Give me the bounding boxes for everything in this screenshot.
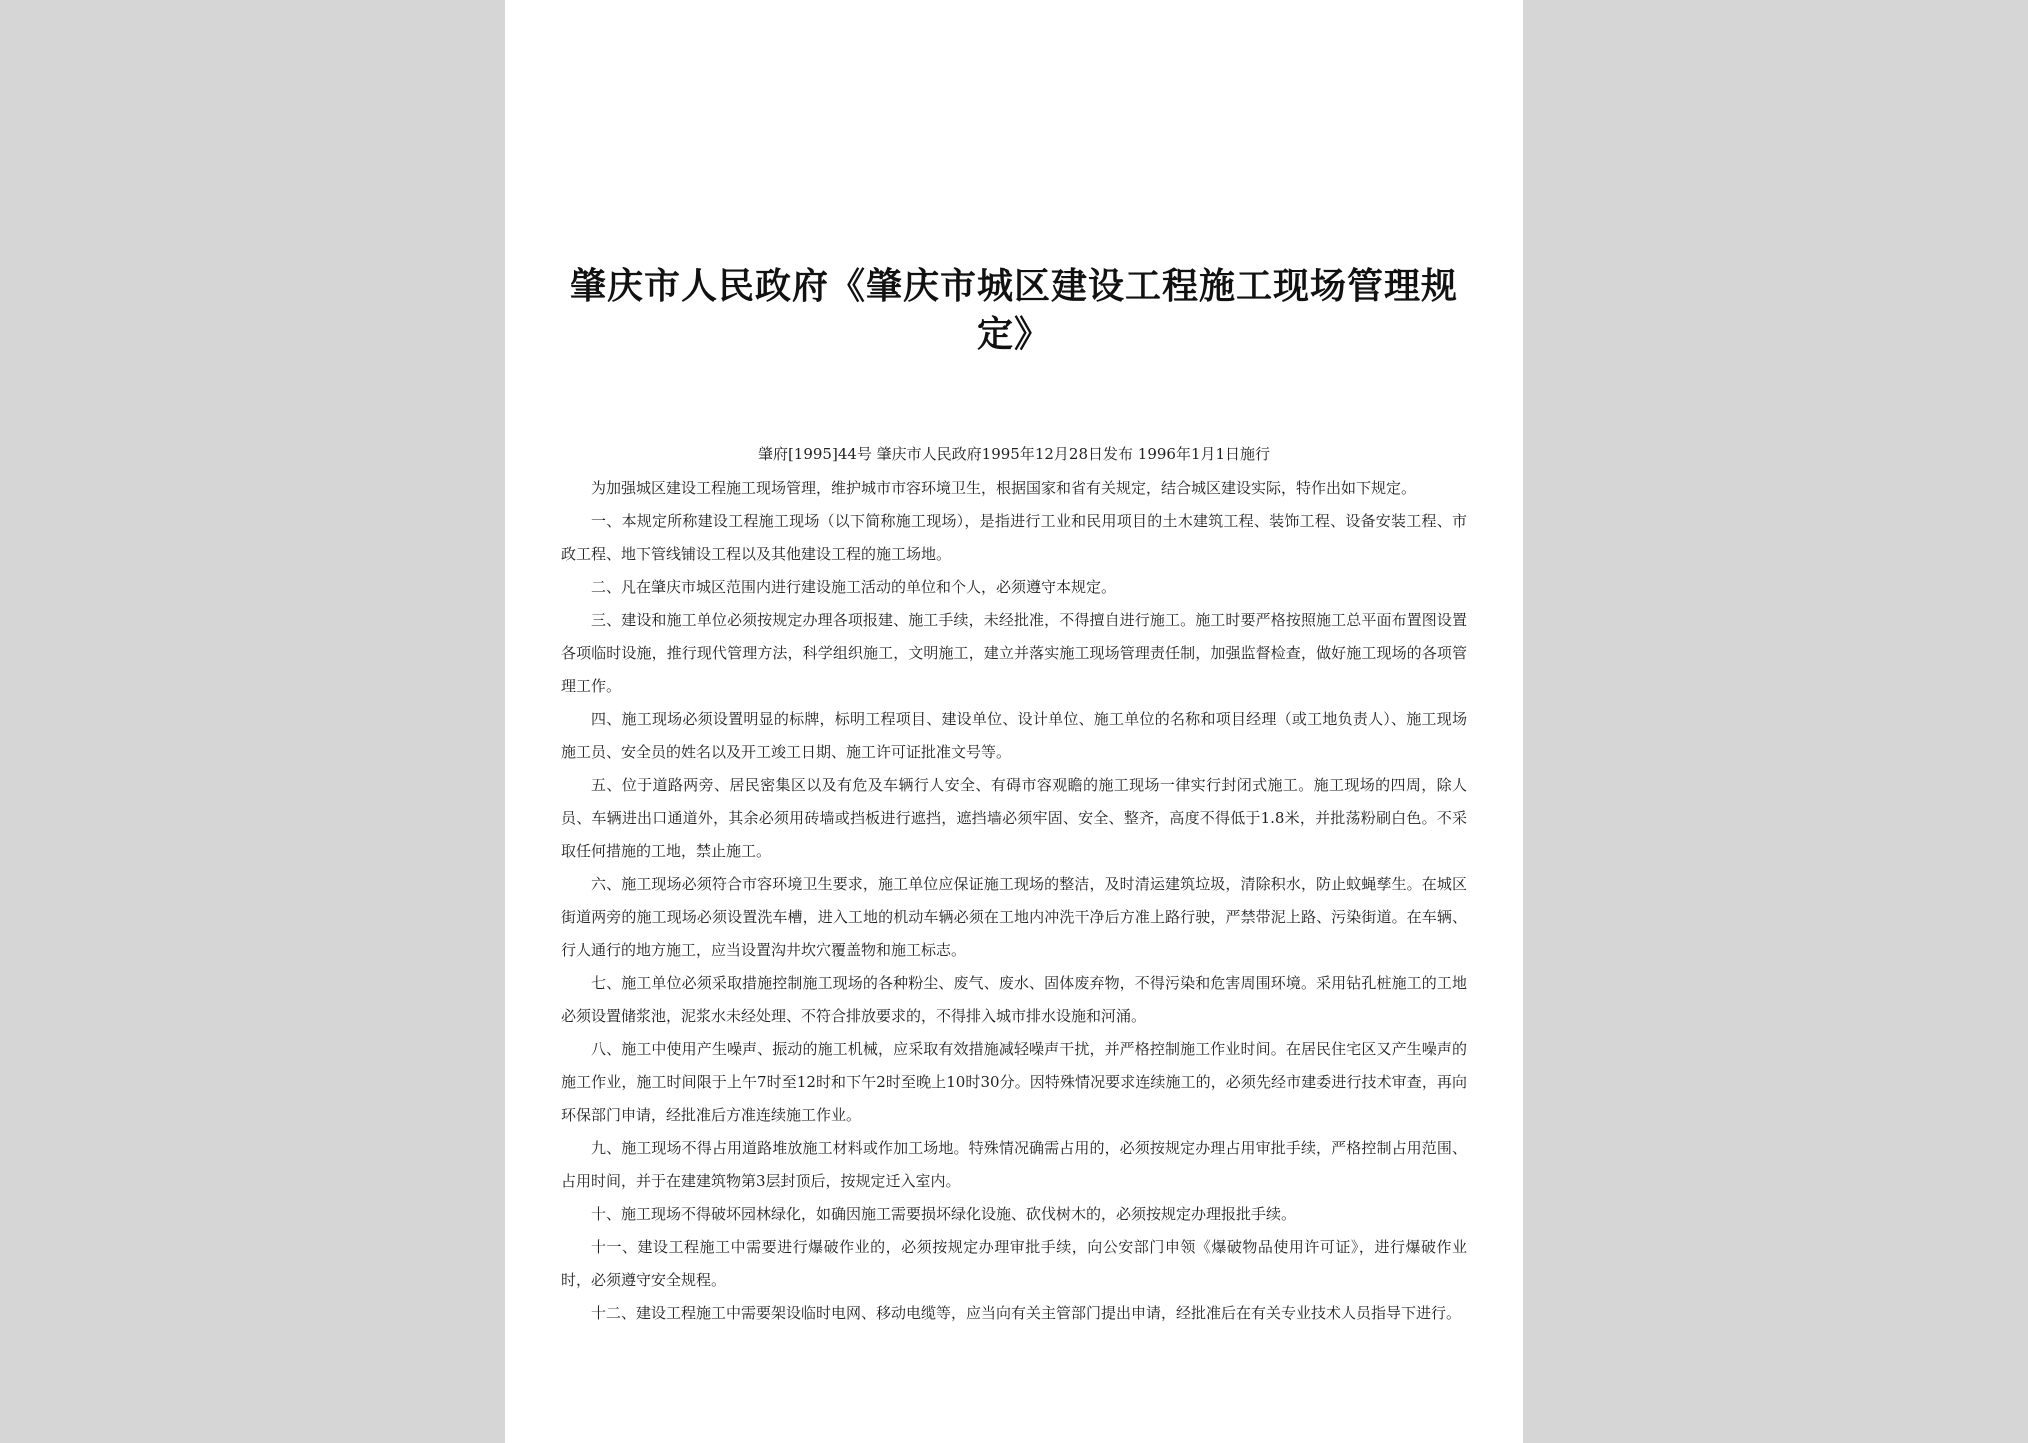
paragraph-article-4: 四、施工现场必须设置明显的标牌，标明工程项目、建设单位、设计单位、施工单位的名称和项目经理（或工地负责人）、施工现场施工员、安全员的姓名以及开工竣工日期、施工许可证批准文号等。 [561,710,1467,761]
paragraph-article-1: 一、本规定所称建设工程施工现场（以下简称施工现场），是指进行工业和民用项目的土木建筑工程、装饰工程、设备安装工程、市政工程、地下管线铺设工程以及其他建设工程的施工场地。 [561,512,1467,563]
paragraph-article-2: 二、凡在肇庆市城区范围内进行建设施工活动的单位和个人，必须遵守本规定。 [591,578,1117,596]
paragraph-article-12: 十二、建设工程施工中需要架设临时电网、移动电缆等，应当向有关主管部门提出申请，经批准后在有关专业技术人员指导下进行。 [591,1304,1462,1322]
paragraph-article-6: 六、施工现场必须符合市容环境卫生要求，施工单位应保证施工现场的整洁，及时清运建筑垃圾，清除积水，防止蚊蝇孳生。在城区街道两旁的施工现场必须设置洗车槽，进入工地的机动车辆必须在工地内冲洗干净后方准上路行驶，严禁带泥上路、污染街道。在车辆、行人通行的地方施工，应当设置沟井坎穴覆盖物和施工标志。 [561,875,1467,959]
paragraph-preamble: 为加强城区建设工程施工现场管理，维护城市市容环境卫生，根据国家和省有关规定，结合城区建设实际，特作出如下规定。 [591,479,1417,497]
paragraph-article-7: 七、施工单位必须采取措施控制施工现场的各种粉尘、废气、废水、固体废弃物，不得污染和危害周围环境。采用钻孔桩施工的工地必须设置储浆池，泥浆水未经处理、不符合排放要求的，不得排入城市排水设施和河涌。 [561,974,1467,1025]
issuance-line: 肇府[1995]44号 肇庆市人民政府1995年12月28日发布 1996年1月1日施行 [757,445,1271,463]
paragraph-article-11: 十一、建设工程施工中需要进行爆破作业的，必须按规定办理审批手续，向公安部门申领《爆破物品使用许可证》，进行爆破作业时，必须遵守安全规程。 [561,1238,1467,1289]
paragraph-article-3: 三、建设和施工单位必须按规定办理各项报建、施工手续，未经批准，不得擅自进行施工。施工时要严格按照施工总平面布置图设置各项临时设施，推行现代管理方法，科学组织施工，文明施工，建立并落实施工现场管理责任制，加强监督检查，做好施工现场的各项管理工作。 [561,611,1467,695]
paragraph-article-10: 十、施工现场不得破坏园林绿化，如确因施工需要损坏绿化设施、砍伐树木的，必须按规定办理报批手续。 [591,1205,1297,1223]
document-title: 肇庆市人民政府《肇庆市城区建设工程施工现场管理规定》 [569,265,1458,355]
paragraph-article-5: 五、位于道路两旁、居民密集区以及有危及车辆行人安全、有碍市容观瞻的施工现场一律实行封闭式施工。施工现场的四周，除人员、车辆进出口通道外，其余必须用砖墙或挡板进行遮挡，遮挡墙必须牢固、安全、整齐，高度不得低于1.8米，并批荡粉刷白色。不采取任何措施的工地，禁止施工。 [561,776,1467,860]
document-body [561,472,1467,1330]
paragraph-article-8: 八、施工中使用产生噪声、振动的施工机械，应采取有效措施减轻噪声干扰，并严格控制施工作业时间。在居民住宅区又产生噪声的施工作业，施工时间限于上午7时至12时和下午2时至晚上10时30分。因特殊情况要求连续施工的，必须先经市建委进行技术审查，再向环保部门申请，经批准后方准连续施工作业。 [561,1040,1467,1124]
paragraph-article-9: 九、施工现场不得占用道路堆放施工材料或作加工场地。特殊情况确需占用的，必须按规定办理占用审批手续，严格控制占用范围、占用时间，并于在建建筑物第3层封顶后，按规定迁入室内。 [561,1139,1467,1190]
document-page [505,0,1523,1443]
